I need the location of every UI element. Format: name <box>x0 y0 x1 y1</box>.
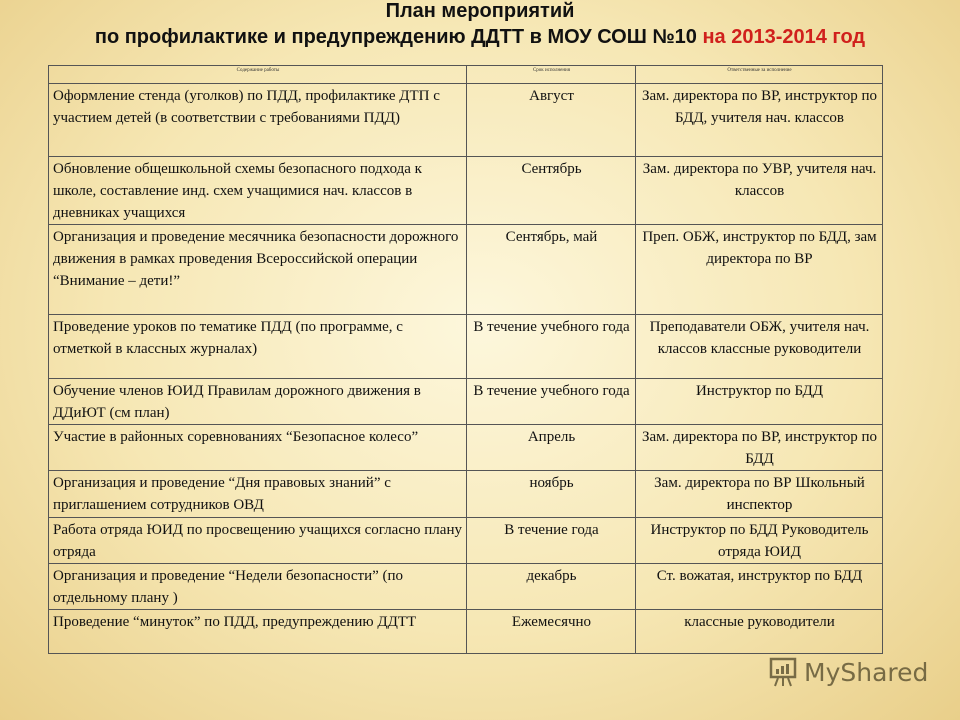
cell-responsible: Преп. ОБЖ, инструктор по БДД, зам директора по ВР <box>636 225 883 315</box>
table-row <box>49 425 883 471</box>
cell-responsible: Зам. директора по ВР, инструктор по БДД <box>636 425 883 471</box>
page-subtitle <box>0 26 960 49</box>
table-row <box>49 518 883 564</box>
watermark-logo <box>768 656 928 688</box>
cell-responsible: Ст. вожатая, инструктор по БДД <box>636 564 883 610</box>
table-row <box>49 564 883 610</box>
cell-deadline: Апрель <box>467 425 636 471</box>
cell-responsible: Инструктор по БДД <box>636 379 883 425</box>
cell-deadline: Сентябрь, май <box>467 225 636 315</box>
cell-content: Участие в районных соревнованиях “Безопасное колесо” <box>49 425 467 471</box>
cell-responsible: Преподаватели ОБЖ, учителя нач. классов классные руководители <box>636 315 883 379</box>
table-header <box>49 66 883 84</box>
cell-responsible: Зам. директора по ВР, инструктор по БДД, учителя нач. классов <box>636 84 883 157</box>
cell-content: Работа отряда ЮИД по просвещению учащихся согласно плану отряда <box>49 518 467 564</box>
table-row <box>49 84 883 157</box>
cell-content: Оформление стенда (уголков) по ПДД, профилактике ДТП с участием детей (в соответствии с требованиями ПДД) <box>49 84 467 157</box>
subtitle-year: на 2013-2014 год <box>702 26 866 48</box>
cell-content: Проведение “минуток” по ПДД, предупреждению ДДТТ <box>49 610 467 654</box>
cell-content: Организация и проведение “Дня правовых знаний” с приглашением сотрудников ОВД <box>49 471 467 518</box>
header-content: Содержание работы <box>49 66 467 84</box>
cell-content: Обновление общешкольной схемы безопасного подхода к школе, составление инд. схем учащимися нач. классов в дневниках учащихся <box>49 157 467 225</box>
cell-content: Проведение уроков по тематике ПДД (по программе, с отметкой в классных журналах) <box>49 315 467 379</box>
table-row <box>49 225 883 315</box>
cell-deadline: В течение учебного года <box>467 315 636 379</box>
cell-content: Организация и проведение месячника безопасности дорожного движения в рамках проведения Всероссийской операции “Внимание – дети!” <box>49 225 467 315</box>
table-row <box>49 610 883 654</box>
table-row <box>49 157 883 225</box>
header-deadline: Срок исполнения <box>467 66 636 84</box>
cell-deadline: Ежемесячно <box>467 610 636 654</box>
subtitle-text: по профилактике и предупреждению ДДТТ в МОУ СОШ №10 <box>94 26 697 48</box>
cell-deadline: ноябрь <box>467 471 636 518</box>
watermark-text: MyShared <box>804 657 929 687</box>
table-row <box>49 471 883 518</box>
header-responsible: Ответственные за исполнение <box>636 66 883 84</box>
cell-responsible: Зам. директора по ВР Школьный инспектор <box>636 471 883 518</box>
cell-responsible: Зам. директора по УВР, учителя нач. классов <box>636 157 883 225</box>
cell-responsible: классные руководители <box>636 610 883 654</box>
cell-deadline: декабрь <box>467 564 636 610</box>
table-row <box>49 315 883 379</box>
cell-deadline: В течение учебного года <box>467 379 636 425</box>
cell-responsible: Инструктор по БДД Руководитель отряда ЮИД <box>636 518 883 564</box>
cell-deadline: Сентябрь <box>467 157 636 225</box>
presentation-icon <box>768 656 798 688</box>
cell-content: Организация и проведение “Недели безопасности” (по отдельному плану ) <box>49 564 467 610</box>
cell-deadline: В течение года <box>467 518 636 564</box>
page-title: План мероприятий <box>385 0 575 22</box>
cell-content: Обучение членов ЮИД Правилам дорожного движения в ДДиЮТ (см план) <box>49 379 467 425</box>
table-row <box>49 379 883 425</box>
cell-deadline: Август <box>467 84 636 157</box>
plan-table <box>48 65 883 654</box>
